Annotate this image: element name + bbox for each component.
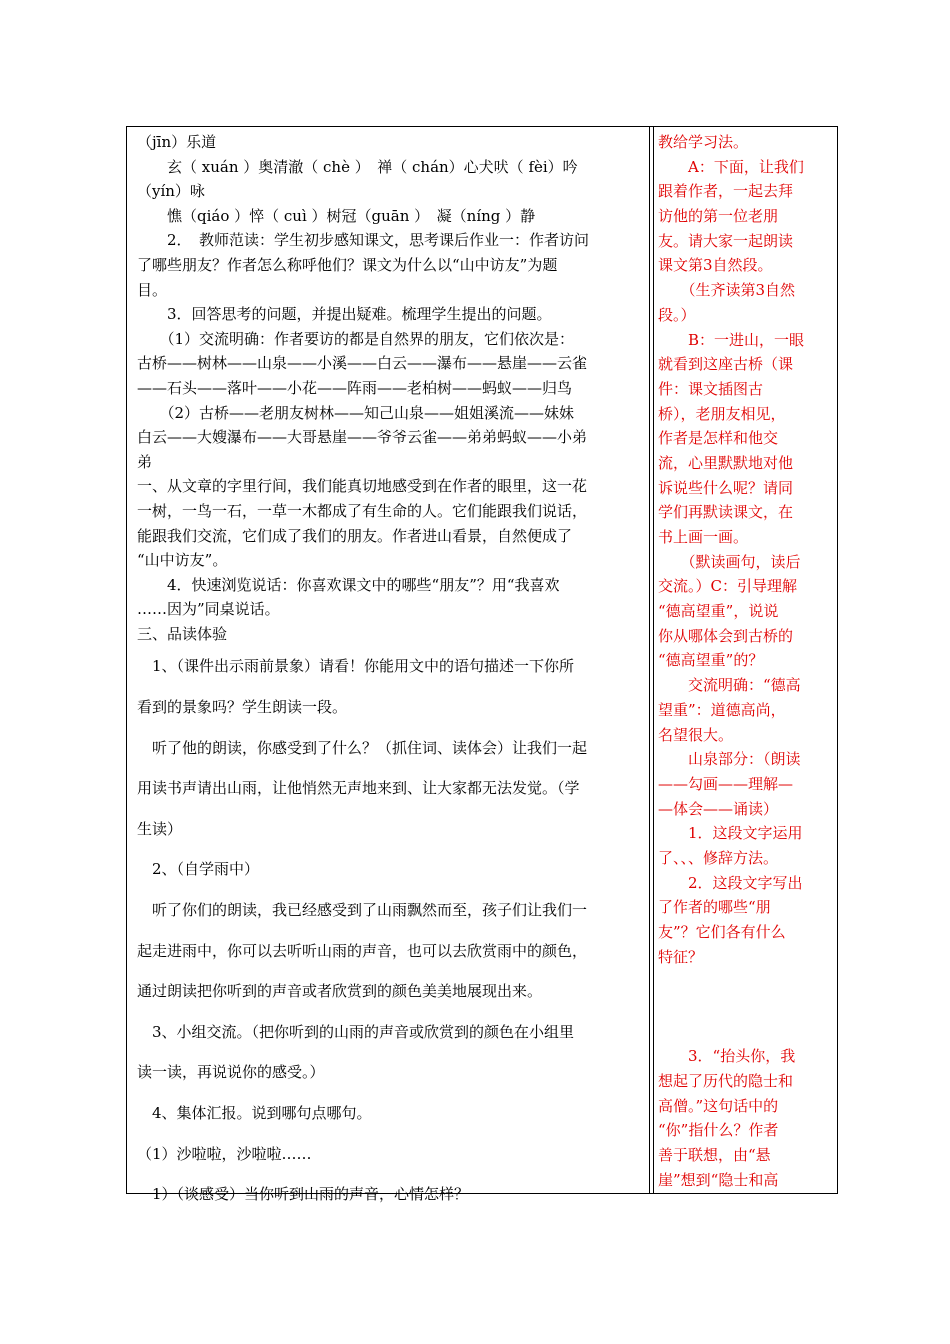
note-text-line: 交流。）C：引导理解 bbox=[658, 577, 797, 596]
right-bottom-block bbox=[658, 1044, 830, 1192]
lesson-text-line: 白云——大嫂瀑布——大哥悬崖——爷爷云雀——弟弟蚂蚁——小弟 bbox=[137, 428, 588, 447]
lesson-text-line: （1）交流明确：作者要访的都是自然界的朋友，它们依次是： bbox=[137, 329, 575, 348]
lesson-text-line: 了哪些朋友？作者怎么称呼他们？课文为什么以“山中访友”为题 bbox=[137, 255, 558, 274]
lesson-text-line: 弟 bbox=[137, 452, 153, 471]
note-text-line: 你从哪体会到古桥的 bbox=[658, 626, 794, 645]
left-top-block bbox=[137, 130, 645, 646]
note-text-line: 友。请大家一起朗读 bbox=[658, 231, 794, 250]
lesson-text-line: ——石头——落叶——小花——阵雨——老柏树——蚂蚁——归鸟 bbox=[137, 378, 573, 397]
note-text-line: 望重”：道德高尚， bbox=[658, 700, 786, 719]
reading-text-line: 起走进雨中，你可以去听听山雨的声音，也可以去欣赏雨中的颜色， bbox=[137, 941, 588, 960]
note-text-line: 段。） bbox=[658, 305, 696, 324]
reading-text-line: 2、（自学雨中） bbox=[137, 860, 260, 879]
note-text-line: 交流明确：“德高 bbox=[658, 676, 801, 695]
reading-text-line: （1）沙啦啦，沙啦啦…… bbox=[137, 1144, 312, 1163]
lesson-text-line: 古桥——树林——山泉——小溪——白云——瀑布——悬崖——云雀 bbox=[137, 354, 588, 373]
lesson-text-line: 2． 教师范读：学生初步感知课文，思考课后作业一：作者访问 bbox=[137, 231, 590, 250]
note-text-line: 就看到这座古桥（课 bbox=[658, 355, 794, 374]
note-text-line: 特征？ bbox=[658, 947, 704, 966]
note-text-line: 书上画一画。 bbox=[658, 528, 749, 546]
note-text-line: 学们再默读课文，在 bbox=[658, 503, 794, 522]
lesson-text-line: 能跟我们交流，它们成了我们的朋友。作者进山看景，自然便成了 bbox=[137, 526, 573, 545]
right-top-block bbox=[658, 130, 830, 969]
note-text-line: 访他的第一位老朋 bbox=[658, 207, 779, 226]
lesson-text-line: 玄（ xuán ）奥清澈（ chè ） 禅（ chán）心犬吠（ fèi）吟 bbox=[137, 157, 578, 176]
note-text-line: A：下面，让我们 bbox=[658, 157, 804, 176]
lesson-text-line: 一、从文章的字里行间，我们能真切地感受到在作者的眼里，这一花 bbox=[137, 477, 588, 496]
note-text-line: 友”？它们各有什么 bbox=[658, 923, 786, 941]
note-text-line: 了作者的哪些“朋 bbox=[658, 898, 771, 917]
note-text-line: 教给学习法。 bbox=[658, 133, 749, 151]
note-text-line: 名望很大。 bbox=[658, 725, 734, 744]
reading-text-line: 生读） bbox=[137, 819, 183, 838]
column-divider bbox=[649, 126, 654, 1194]
lesson-text-line: 一树，一鸟一石，一草一木都成了有生命的人。它们能跟我们说话， bbox=[137, 501, 588, 520]
note-text-line: B：一进山，一眼 bbox=[658, 330, 805, 349]
left-reading-block bbox=[137, 646, 645, 1214]
note-text-line: 山泉部分：（朗读 bbox=[658, 750, 801, 769]
note-text-line: 流，心里默默地对他 bbox=[658, 453, 794, 472]
note-text-line: 诉说些什么呢？请同 bbox=[658, 478, 794, 497]
lesson-text-line: 3．回答思考的问题，并提出疑难。梳理学生提出的问题。 bbox=[137, 305, 552, 324]
note-text-line: （默读画句，读后 bbox=[658, 552, 801, 571]
reading-text-line: 3、小组交流。（把你听到的山雨的声音或欣赏到的颜色在小组里 bbox=[137, 1022, 575, 1041]
lesson-text-line: （jīn）乐道 bbox=[137, 133, 217, 151]
note-text-line: 课文第3自然段。 bbox=[658, 256, 773, 275]
note-text-line: 1．这段文字运用 bbox=[658, 824, 803, 843]
reading-text-line: 用读书声请出山雨，让他悄然无声地来到、让大家都无法发觉。（学 bbox=[137, 779, 580, 798]
lesson-text-line: 4．快速浏览说话：你喜欢课文中的哪些“朋友”？用“我喜欢 bbox=[137, 575, 560, 594]
note-text-line: 2．这段文字写出 bbox=[658, 873, 803, 892]
note-text-line: 作者是怎样和他交 bbox=[658, 429, 779, 448]
reading-text-line: 听了你们的朗读，我已经感受到了山雨飘然而至，孩子们让我们一 bbox=[137, 901, 588, 920]
reading-text-line: 通过朗读把你听到的声音或者欣赏到的颜色美美地展现出来。 bbox=[137, 982, 543, 1001]
left-column bbox=[137, 130, 645, 1215]
note-text-line: 高僧。”这句话中的 bbox=[658, 1096, 779, 1115]
note-text-line: —体会——诵读） bbox=[658, 799, 779, 818]
lesson-text-line: “山中访友”。 bbox=[137, 551, 228, 570]
lesson-text-line: ……因为”同桌说话。 bbox=[137, 600, 280, 619]
note-text-line: 跟着作者，一起去拜 bbox=[658, 182, 794, 201]
note-text-line: 3．“抬头你，我 bbox=[658, 1047, 796, 1066]
note-text-line: “德高望重”的？ bbox=[658, 651, 764, 670]
note-text-line: 了、、、修辞方法。 bbox=[658, 848, 779, 867]
reading-text-line: 看到的景象吗？学生朗读一段。 bbox=[137, 698, 348, 717]
right-gap bbox=[658, 969, 830, 1044]
note-text-line: ——勾画——理解— bbox=[658, 774, 794, 793]
note-text-line: 桥），老朋友相见， bbox=[658, 404, 786, 423]
lesson-text-line: 目。 bbox=[137, 280, 168, 299]
note-text-line: 想起了历代的隐士和 bbox=[658, 1072, 794, 1091]
lesson-text-line: 三、品读体验 bbox=[137, 624, 228, 643]
lesson-text-line: （yín）咏 bbox=[137, 182, 205, 201]
reading-text-line: 1、（课件出示雨前景象）请看！你能用文中的语句描述一下你所 bbox=[137, 657, 575, 676]
reading-text-line: 1）（谈感受）当你听到山雨的声音，心情怎样？ bbox=[137, 1185, 470, 1204]
reading-text-line: 4、集体汇报。说到哪句点哪句。 bbox=[137, 1104, 372, 1122]
lesson-text-line: （2）古桥——老朋友树林——知己山泉——姐姐溪流——妹妹 bbox=[137, 403, 575, 422]
note-text-line: “你”指什么？作者 bbox=[658, 1121, 779, 1140]
note-text-line: “德高望重”，说说 bbox=[658, 602, 779, 621]
note-text-line: 善于联想，由“悬 bbox=[658, 1146, 771, 1165]
note-text-line: 件：课文插图古 bbox=[658, 379, 764, 398]
note-text-line: （生齐读第3自然 bbox=[658, 281, 796, 300]
note-text-line: 崖”想到“隐士和高 bbox=[658, 1170, 779, 1189]
lesson-text-line: 憔（qiáo ）悴（ cuì ）树冠（guān ） 凝（níng ）静 bbox=[137, 206, 536, 225]
reading-text-line: 听了他的朗读，你感受到了什么？（抓住词、读体会）让我们一起 bbox=[137, 738, 588, 757]
reading-text-line: 读一读，再说说你的感受。） bbox=[137, 1063, 325, 1082]
right-column-notes bbox=[658, 130, 830, 1193]
